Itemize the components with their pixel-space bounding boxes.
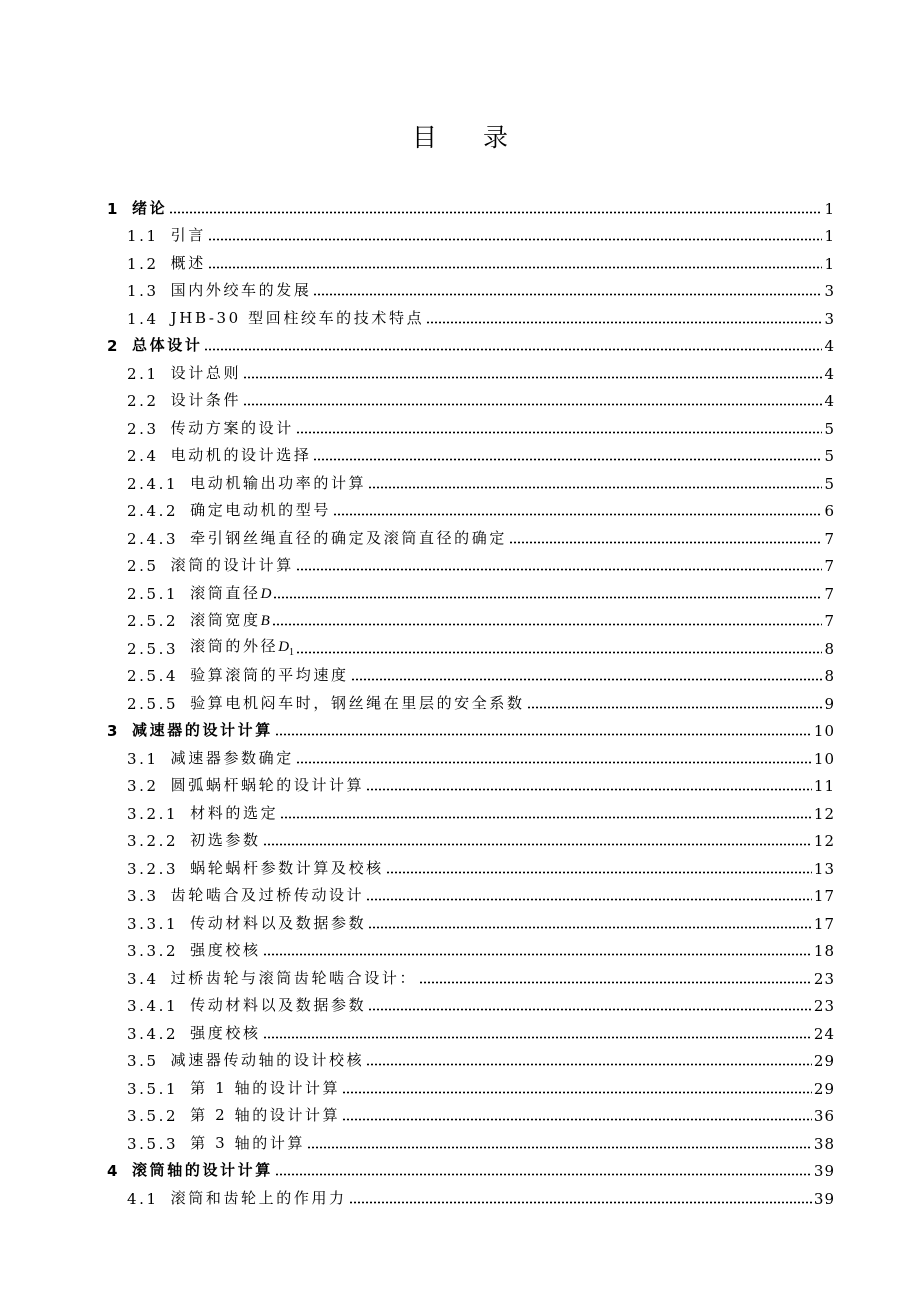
- toc-entry-variable: B: [260, 613, 270, 629]
- toc-leader-dots: [313, 451, 822, 461]
- toc-leader-dots: [307, 1139, 812, 1149]
- toc-entry-page-number: 3: [824, 309, 835, 328]
- toc-entry-number: 4: [107, 1162, 121, 1180]
- toc-entry-title: 电动机的设计选择: [170, 446, 312, 464]
- toc-entry[interactable]: [107, 190, 835, 218]
- toc-entry-title-wrap: [171, 417, 294, 438]
- toc-entry-title-wrap: [171, 1049, 365, 1070]
- toc-entry-title: 滚筒的外径: [190, 636, 279, 655]
- toc-entry-title: 减速器参数确定: [170, 748, 294, 767]
- toc-entry[interactable]: [107, 300, 835, 328]
- toc-entry[interactable]: [107, 933, 835, 961]
- toc-entry[interactable]: [107, 410, 835, 438]
- toc-entry-page-number: 4: [824, 392, 835, 410]
- toc-leader-dots: [169, 204, 822, 214]
- toc-entry-title-wrap: [190, 1132, 305, 1153]
- toc-entry-title-wrap: [171, 967, 417, 988]
- toc-entry-title: 滚筒轴的设计计算: [132, 1161, 273, 1179]
- toc-entry-page-number: 10: [813, 722, 835, 740]
- toc-entry-title-wrap: [171, 252, 206, 273]
- toc-entry-page-number: 13: [813, 859, 835, 878]
- toc-entry-page-number: 7: [824, 612, 835, 630]
- toc-entry-number: 1.3: [127, 282, 159, 300]
- toc-leader-dots: [263, 836, 812, 846]
- toc-entry-title-wrap: [171, 884, 365, 905]
- toc-entry-number: 2.1: [127, 364, 159, 383]
- toc-entry-title-wrap: [171, 774, 365, 795]
- toc-leader-dots: [243, 369, 822, 379]
- toc-leader-dots: [366, 1056, 812, 1066]
- toc-entry[interactable]: [107, 988, 835, 1016]
- toc-entry-page-number: 6: [824, 502, 835, 520]
- toc-entry-title-wrap: [171, 224, 206, 245]
- toc-entry-page-number: 9: [824, 694, 835, 713]
- toc-entry-page-number: 3: [824, 282, 835, 300]
- toc-entry[interactable]: [107, 823, 835, 851]
- toc-entry-number: 4.1: [127, 1189, 159, 1208]
- toc-entry-number: 2.4: [127, 447, 159, 465]
- toc-entry-number: 3.4.2: [127, 1024, 179, 1043]
- toc-entry-title: 设计条件: [170, 391, 242, 409]
- toc-entry-title: 蜗轮蜗杆参数计算及校核: [190, 858, 384, 877]
- toc-entry[interactable]: [107, 328, 835, 356]
- toc-entry-title-wrap: [190, 499, 331, 520]
- toc-entry-page-number: 39: [813, 1189, 835, 1208]
- toc-entry-page-number: 39: [813, 1162, 835, 1180]
- toc-entry-page-number: 18: [813, 942, 835, 960]
- toc-entry-title: 验算电机闷车时，钢丝绳在里层的安全系数: [190, 693, 525, 712]
- toc-entry-page-number: 17: [813, 887, 835, 905]
- toc-entry-number: 2.5.5: [127, 694, 179, 713]
- toc-entry-title-wrap: [190, 829, 260, 850]
- toc-entry[interactable]: [107, 520, 835, 548]
- toc-entry-title-wrap: [190, 912, 366, 933]
- toc-entry[interactable]: [107, 685, 835, 713]
- toc-entry-title-wrap: [132, 197, 167, 218]
- toc-leader-dots: [368, 1001, 812, 1011]
- toc-entry-title: 第 2 轴的设计计算: [190, 1106, 341, 1124]
- toc-entry-page-number: 23: [813, 997, 835, 1015]
- toc-entry[interactable]: [107, 575, 835, 603]
- toc-leader-dots: [208, 231, 823, 241]
- toc-entry-number: 3.2.2: [127, 832, 179, 850]
- toc-entry[interactable]: [107, 905, 835, 933]
- toc-entry-page-number: 10: [813, 749, 835, 768]
- toc-entry-title: 滚筒宽度: [190, 611, 261, 629]
- toc-entry-number: 3.2.1: [127, 804, 179, 823]
- toc-entry-title-wrap: [190, 472, 366, 493]
- toc-entry-title-wrap: [132, 1159, 273, 1180]
- toc-entry-page-number: 1: [824, 227, 835, 245]
- toc-entry-title: 减速器的设计计算: [132, 721, 273, 739]
- toc-entry-page-number: 38: [813, 1134, 835, 1153]
- toc-entry-title: 滚筒直径: [190, 583, 261, 602]
- toc-entry-page-number: 5: [824, 474, 835, 493]
- toc-entry-title-wrap: [190, 1077, 340, 1098]
- toc-entry-number: 1.2: [127, 254, 159, 273]
- toc-entry-page-number: 36: [813, 1107, 835, 1125]
- toc-entry-title-wrap: [190, 692, 524, 713]
- toc-entry[interactable]: [107, 493, 835, 521]
- toc-entry-title: 滚筒的设计计算: [170, 556, 294, 574]
- toc-entry[interactable]: [107, 273, 835, 301]
- toc-entry-number: 2.5: [127, 557, 159, 575]
- toc-leader-dots: [366, 891, 812, 901]
- toc-entry-title-wrap: [190, 527, 507, 548]
- toc-entry-title-wrap: [190, 582, 271, 603]
- toc-entry-page-number: 8: [824, 667, 835, 685]
- toc-entry[interactable]: [107, 1125, 835, 1153]
- toc-entry[interactable]: [107, 713, 835, 741]
- toc-leader-dots: [509, 534, 822, 544]
- toc-leader-dots: [296, 424, 823, 434]
- toc-entry-number: 2.3: [127, 419, 159, 438]
- toc-entry-number: 2.2: [127, 392, 159, 410]
- toc-entry[interactable]: [107, 768, 835, 796]
- toc-entry-title: 强度校核: [190, 1023, 261, 1042]
- toc-entry-number: 3.1: [127, 749, 159, 768]
- toc-entry-number: 3.3.2: [127, 942, 179, 960]
- toc-entry-number: 3.4: [127, 969, 159, 988]
- toc-entry-title: 减速器传动轴的设计校核: [170, 1051, 365, 1069]
- toc-entry-title-wrap: [190, 802, 278, 823]
- toc-entry-title-wrap: [171, 362, 241, 383]
- toc-entry-number: 3.5.1: [127, 1079, 179, 1098]
- toc-entry-title: 概述: [170, 253, 206, 272]
- toc-entry-title-wrap: [190, 609, 270, 630]
- toc-entry-number: 3.3.1: [127, 914, 179, 933]
- toc-entry-title: 传动方案的设计: [170, 418, 294, 437]
- toc-leader-dots: [296, 644, 822, 654]
- toc-leader-dots: [366, 781, 812, 791]
- toc-entry-page-number: 17: [813, 914, 835, 933]
- toc-entry-title-wrap: [132, 719, 273, 740]
- toc-entry-title: 材料的选定: [190, 803, 279, 822]
- toc-entry-number: 2: [107, 337, 121, 355]
- toc-entry-title-wrap: [190, 939, 260, 960]
- toc-entry-page-number: 7: [824, 557, 835, 575]
- toc-entry-title-wrap: [190, 1104, 340, 1125]
- toc-leader-dots: [243, 396, 822, 406]
- toc-entry-title-wrap: [171, 389, 241, 410]
- toc-entry[interactable]: [107, 438, 835, 466]
- toc-entry-title-wrap: [171, 554, 294, 575]
- toc-entry-title-wrap: [171, 279, 312, 300]
- toc-entry-title-wrap: [190, 1022, 260, 1043]
- toc-entry[interactable]: [107, 1098, 835, 1126]
- toc-entry-title-wrap: [171, 444, 312, 465]
- toc-leader-dots: [351, 671, 823, 681]
- toc-entry-number: 2.4.3: [127, 529, 179, 548]
- toc-entry-page-number: 29: [813, 1052, 835, 1070]
- toc-entry-title-wrap: [171, 1187, 347, 1208]
- toc-entry-title-wrap: [171, 307, 425, 328]
- toc-entry-page-number: 7: [824, 584, 835, 603]
- toc-entry-number: 3.2.3: [127, 859, 179, 878]
- toc-entry-title: 设计总则: [170, 363, 242, 382]
- toc-entry[interactable]: [107, 740, 835, 768]
- toc-entry[interactable]: [107, 850, 835, 878]
- toc-entry-title: 强度校核: [190, 941, 261, 959]
- toc-leader-dots: [208, 259, 823, 269]
- toc-entry-page-number: 8: [824, 639, 835, 658]
- toc-entry-title: 电动机输出功率的计算: [190, 473, 367, 492]
- toc-entry-number: 2.4.2: [127, 502, 179, 520]
- toc-leader-dots: [419, 974, 812, 984]
- toc-entry-page-number: 4: [824, 337, 835, 355]
- toc-leader-dots: [272, 616, 823, 626]
- toc-entry-title: 第 3 轴的计算: [190, 1133, 306, 1152]
- toc-entry-title: 传动材料以及数据参数: [190, 996, 367, 1014]
- toc-leader-dots: [313, 286, 822, 296]
- toc-entry-page-number: 12: [813, 832, 835, 850]
- title-char-1: 目: [411, 123, 437, 152]
- toc-leader-dots: [349, 1194, 812, 1204]
- toc-entry-number: 3.5: [127, 1052, 159, 1070]
- toc-entry-title: 验算滚筒的平均速度: [190, 666, 349, 684]
- toc-entry-page-number: 29: [813, 1079, 835, 1098]
- toc-leader-dots: [273, 589, 822, 599]
- toc-entry-title-wrap: [190, 857, 384, 878]
- toc-entry-title: 国内外绞车的发展: [170, 281, 312, 299]
- page-title: [0, 118, 920, 154]
- toc-entry[interactable]: [107, 218, 835, 246]
- toc-entry-number: 2.5.3: [127, 639, 179, 658]
- toc-leader-dots: [386, 864, 812, 874]
- toc-entry[interactable]: [107, 355, 835, 383]
- toc-entry[interactable]: [107, 245, 835, 273]
- toc-entry-page-number: 23: [813, 969, 835, 988]
- toc-entry-number: 3.4.1: [127, 997, 179, 1015]
- toc-entry[interactable]: [107, 603, 835, 631]
- toc-entry[interactable]: [107, 465, 835, 493]
- toc-entry-number: 1.4: [127, 309, 159, 328]
- toc-entry-title: 第 1 轴的设计计算: [190, 1078, 341, 1097]
- toc-entry-variable: D: [260, 585, 272, 602]
- toc-leader-dots: [527, 699, 823, 709]
- toc-entry-title: 绪论: [132, 198, 168, 217]
- toc-entry[interactable]: [107, 383, 835, 411]
- toc-entry[interactable]: [107, 960, 835, 988]
- toc-entry-number: 2.5.4: [127, 667, 179, 685]
- toc-entry[interactable]: [107, 630, 835, 658]
- toc-entry[interactable]: [107, 1015, 835, 1043]
- toc-entry-title-wrap: [132, 334, 202, 355]
- toc-entry-number: 2.5.2: [127, 612, 179, 630]
- toc-entry-title: 确定电动机的型号: [190, 501, 331, 519]
- toc-entry[interactable]: [107, 658, 835, 686]
- toc-entry-title: 牵引钢丝绳直径的确定及滚筒直径的确定: [190, 528, 507, 547]
- toc-leader-dots: [342, 1111, 812, 1121]
- toc-entry-variable-subscript: 1: [289, 646, 295, 658]
- toc-entry-page-number: 5: [824, 419, 835, 438]
- toc-entry-page-number: 24: [813, 1024, 835, 1043]
- toc-entry-number: 1.1: [127, 227, 159, 245]
- toc-leader-dots: [342, 1084, 812, 1094]
- toc-leader-dots: [263, 1029, 812, 1039]
- toc-leader-dots: [280, 809, 812, 819]
- toc-entry-title: JHB-30 型回柱绞车的技术特点: [170, 308, 425, 327]
- toc-entry-title: 圆弧蜗杆蜗轮的设计计算: [170, 776, 365, 794]
- toc-entry-title: 总体设计: [132, 336, 203, 354]
- toc-entry[interactable]: [107, 1180, 835, 1208]
- toc-leader-dots: [275, 1166, 812, 1176]
- toc-entry-title-wrap: [190, 664, 348, 685]
- toc-entry-variable: $D_1$: [278, 638, 295, 658]
- toc-leader-dots: [263, 946, 812, 956]
- toc-entry-page-number: 7: [824, 529, 835, 548]
- toc-entry-number: 3.5.3: [127, 1134, 179, 1153]
- toc-entry-number: 1: [107, 199, 121, 218]
- toc-entry-number: 3.2: [127, 777, 159, 795]
- toc-entry[interactable]: [107, 1070, 835, 1098]
- toc-entry-page-number: 5: [824, 447, 835, 465]
- toc-entry-page-number: 4: [824, 364, 835, 383]
- toc-entry-number: 3.5.2: [127, 1107, 179, 1125]
- title-char-2: 录: [483, 123, 509, 152]
- toc-entry-number: 2.5.1: [127, 584, 179, 603]
- toc-entry-title: 齿轮啮合及过桥传动设计: [170, 886, 365, 904]
- toc-entry-number: 3.3: [127, 887, 159, 905]
- toc-entry-number: 3: [107, 722, 121, 740]
- toc-entry[interactable]: [107, 795, 835, 823]
- toc-entry-title-wrap: [171, 747, 294, 768]
- toc-entry-number: 2.4.1: [127, 474, 179, 493]
- toc-leader-dots: [333, 506, 822, 516]
- table-of-contents: [107, 190, 835, 1208]
- toc-leader-dots: [296, 561, 823, 571]
- toc-entry[interactable]: [107, 878, 835, 906]
- toc-leader-dots: [368, 919, 812, 929]
- toc-leader-dots: [368, 479, 822, 489]
- toc-entry-title: 初选参数: [190, 831, 261, 849]
- toc-entry-title-wrap: [190, 994, 366, 1015]
- toc-entry-page-number: 1: [824, 254, 835, 273]
- toc-leader-dots: [275, 726, 812, 736]
- toc-entry-page-number: 1: [824, 199, 835, 218]
- toc-leader-dots: [204, 341, 822, 351]
- toc-entry-title: 引言: [170, 226, 206, 244]
- toc-leader-dots: [296, 754, 812, 764]
- toc-entry-page-number: 12: [813, 804, 835, 823]
- toc-entry[interactable]: [107, 548, 835, 576]
- toc-entry-title: 传动材料以及数据参数: [190, 913, 367, 932]
- toc-leader-dots: [426, 314, 822, 324]
- toc-entry-title-wrap: [190, 635, 294, 658]
- toc-entry-title: 滚筒和齿轮上的作用力: [170, 1188, 347, 1207]
- toc-entry-title: 过桥齿轮与滚筒齿轮啮合设计：: [170, 968, 418, 987]
- toc-entry[interactable]: [107, 1043, 835, 1071]
- toc-entry-page-number: 11: [813, 777, 835, 795]
- toc-entry[interactable]: [107, 1153, 835, 1181]
